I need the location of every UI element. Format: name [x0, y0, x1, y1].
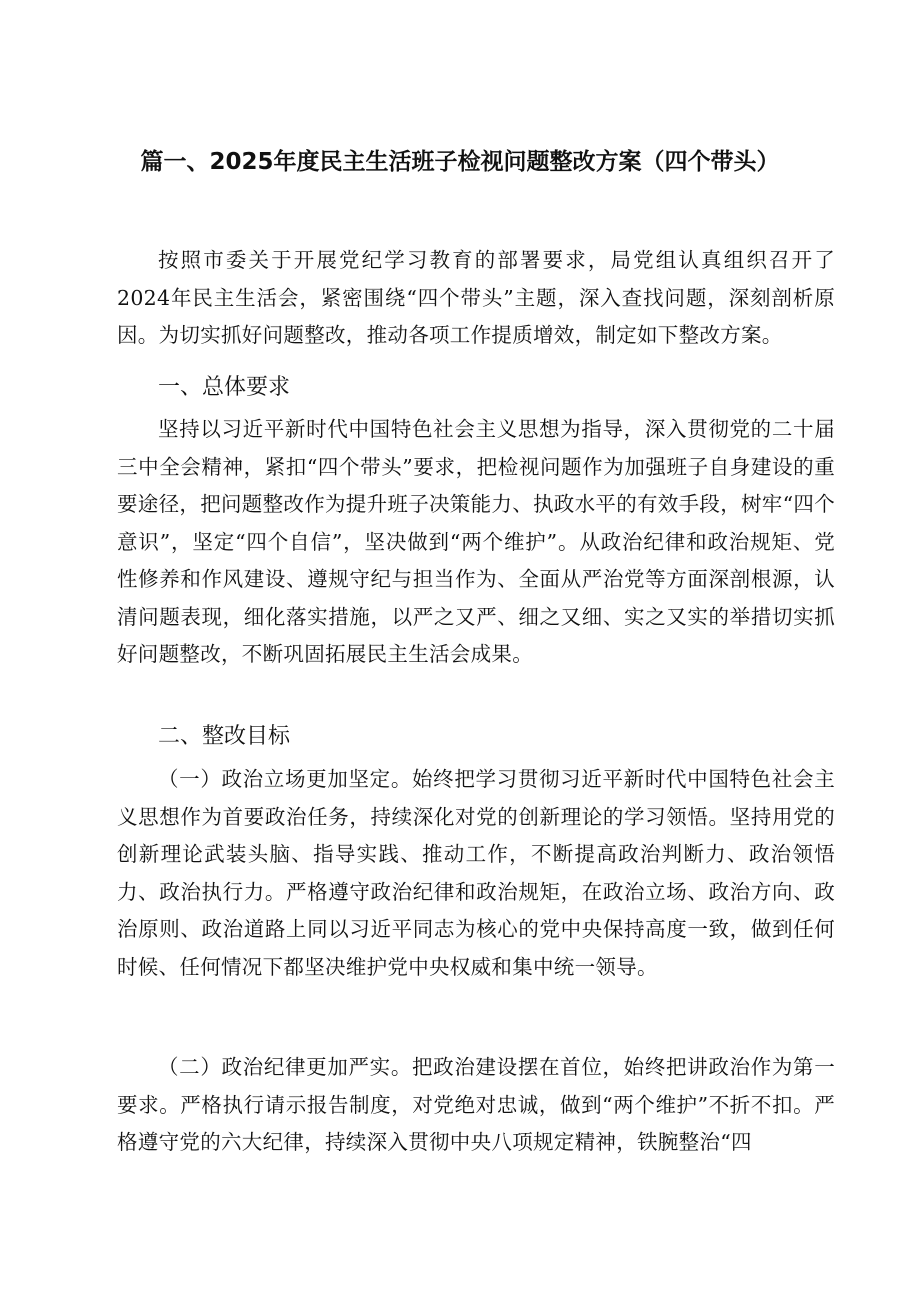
- section-heading-general-requirements: 一、总体要求: [158, 375, 291, 400]
- goal-2-paragraph: （二）政治纪律更加严实。把政治建设摆在首位，始终把讲政治作为第一要求。严格执行请示报告制度，对党绝对忠诚，做到“两个维护”不折不扣。严格遵守党的六大纪律，持续深入贯彻中央八项规定精神，铁腕整治“四: [117, 1055, 835, 1154]
- goal-1-paragraph: （一）政治立场更加坚定。始终把学习贯彻习近平新时代中国特色社会主义思想作为首要政治任务，持续深化对党的创新理论的学习领悟。坚持用党的创新理论武装头脑、指导实践、推动工作，不断提高政治判断力、政治领悟力、政治执行力。严格遵守政治纪律和政治规矩，在政治立场、政治方向、政治原则、政治道路上同以习近平同志为核心的党中央保持高度一致，做到任何时候、任何情况下都坚决维护党中央权威和集中统一领导。: [117, 767, 835, 979]
- section-heading-rectification-goals: 二、整改目标: [158, 724, 291, 749]
- document-title: 篇一、2025年度民主生活班子检视问题整改方案（四个带头）: [140, 149, 780, 175]
- general-requirements-paragraph: 坚持以习近平新时代中国特色社会主义思想为指导，深入贯彻党的二十届三中全会精神，紧扣“四个带头”要求，把检视问题作为加强班子自身建设的重要途径，把问题整改作为提升班子决策能力、执政水平的有效手段，树牢“四个意识”，坚定“四个自信”，坚决做到“两个维护”。从政治纪律和政治规矩、党性修养和作风建设、遵规守纪与担当作为、全面从严治党等方面深剖根源，认清问题表现，细化落实措施，以严之又严、细之又细、实之又实的举措切实抓好问题整改，不断巩固拓展民主生活会成果。: [117, 417, 835, 666]
- intro-paragraph: 按照市委关于开展党纪学习教育的部署要求，局党组认真组织召开了2024年民主生活会，紧密围绕“四个带头”主题，深入查找问题，深刻剖析原因。为切实抓好问题整改，推动各项工作提质增效，制定如下整改方案。: [117, 248, 835, 347]
